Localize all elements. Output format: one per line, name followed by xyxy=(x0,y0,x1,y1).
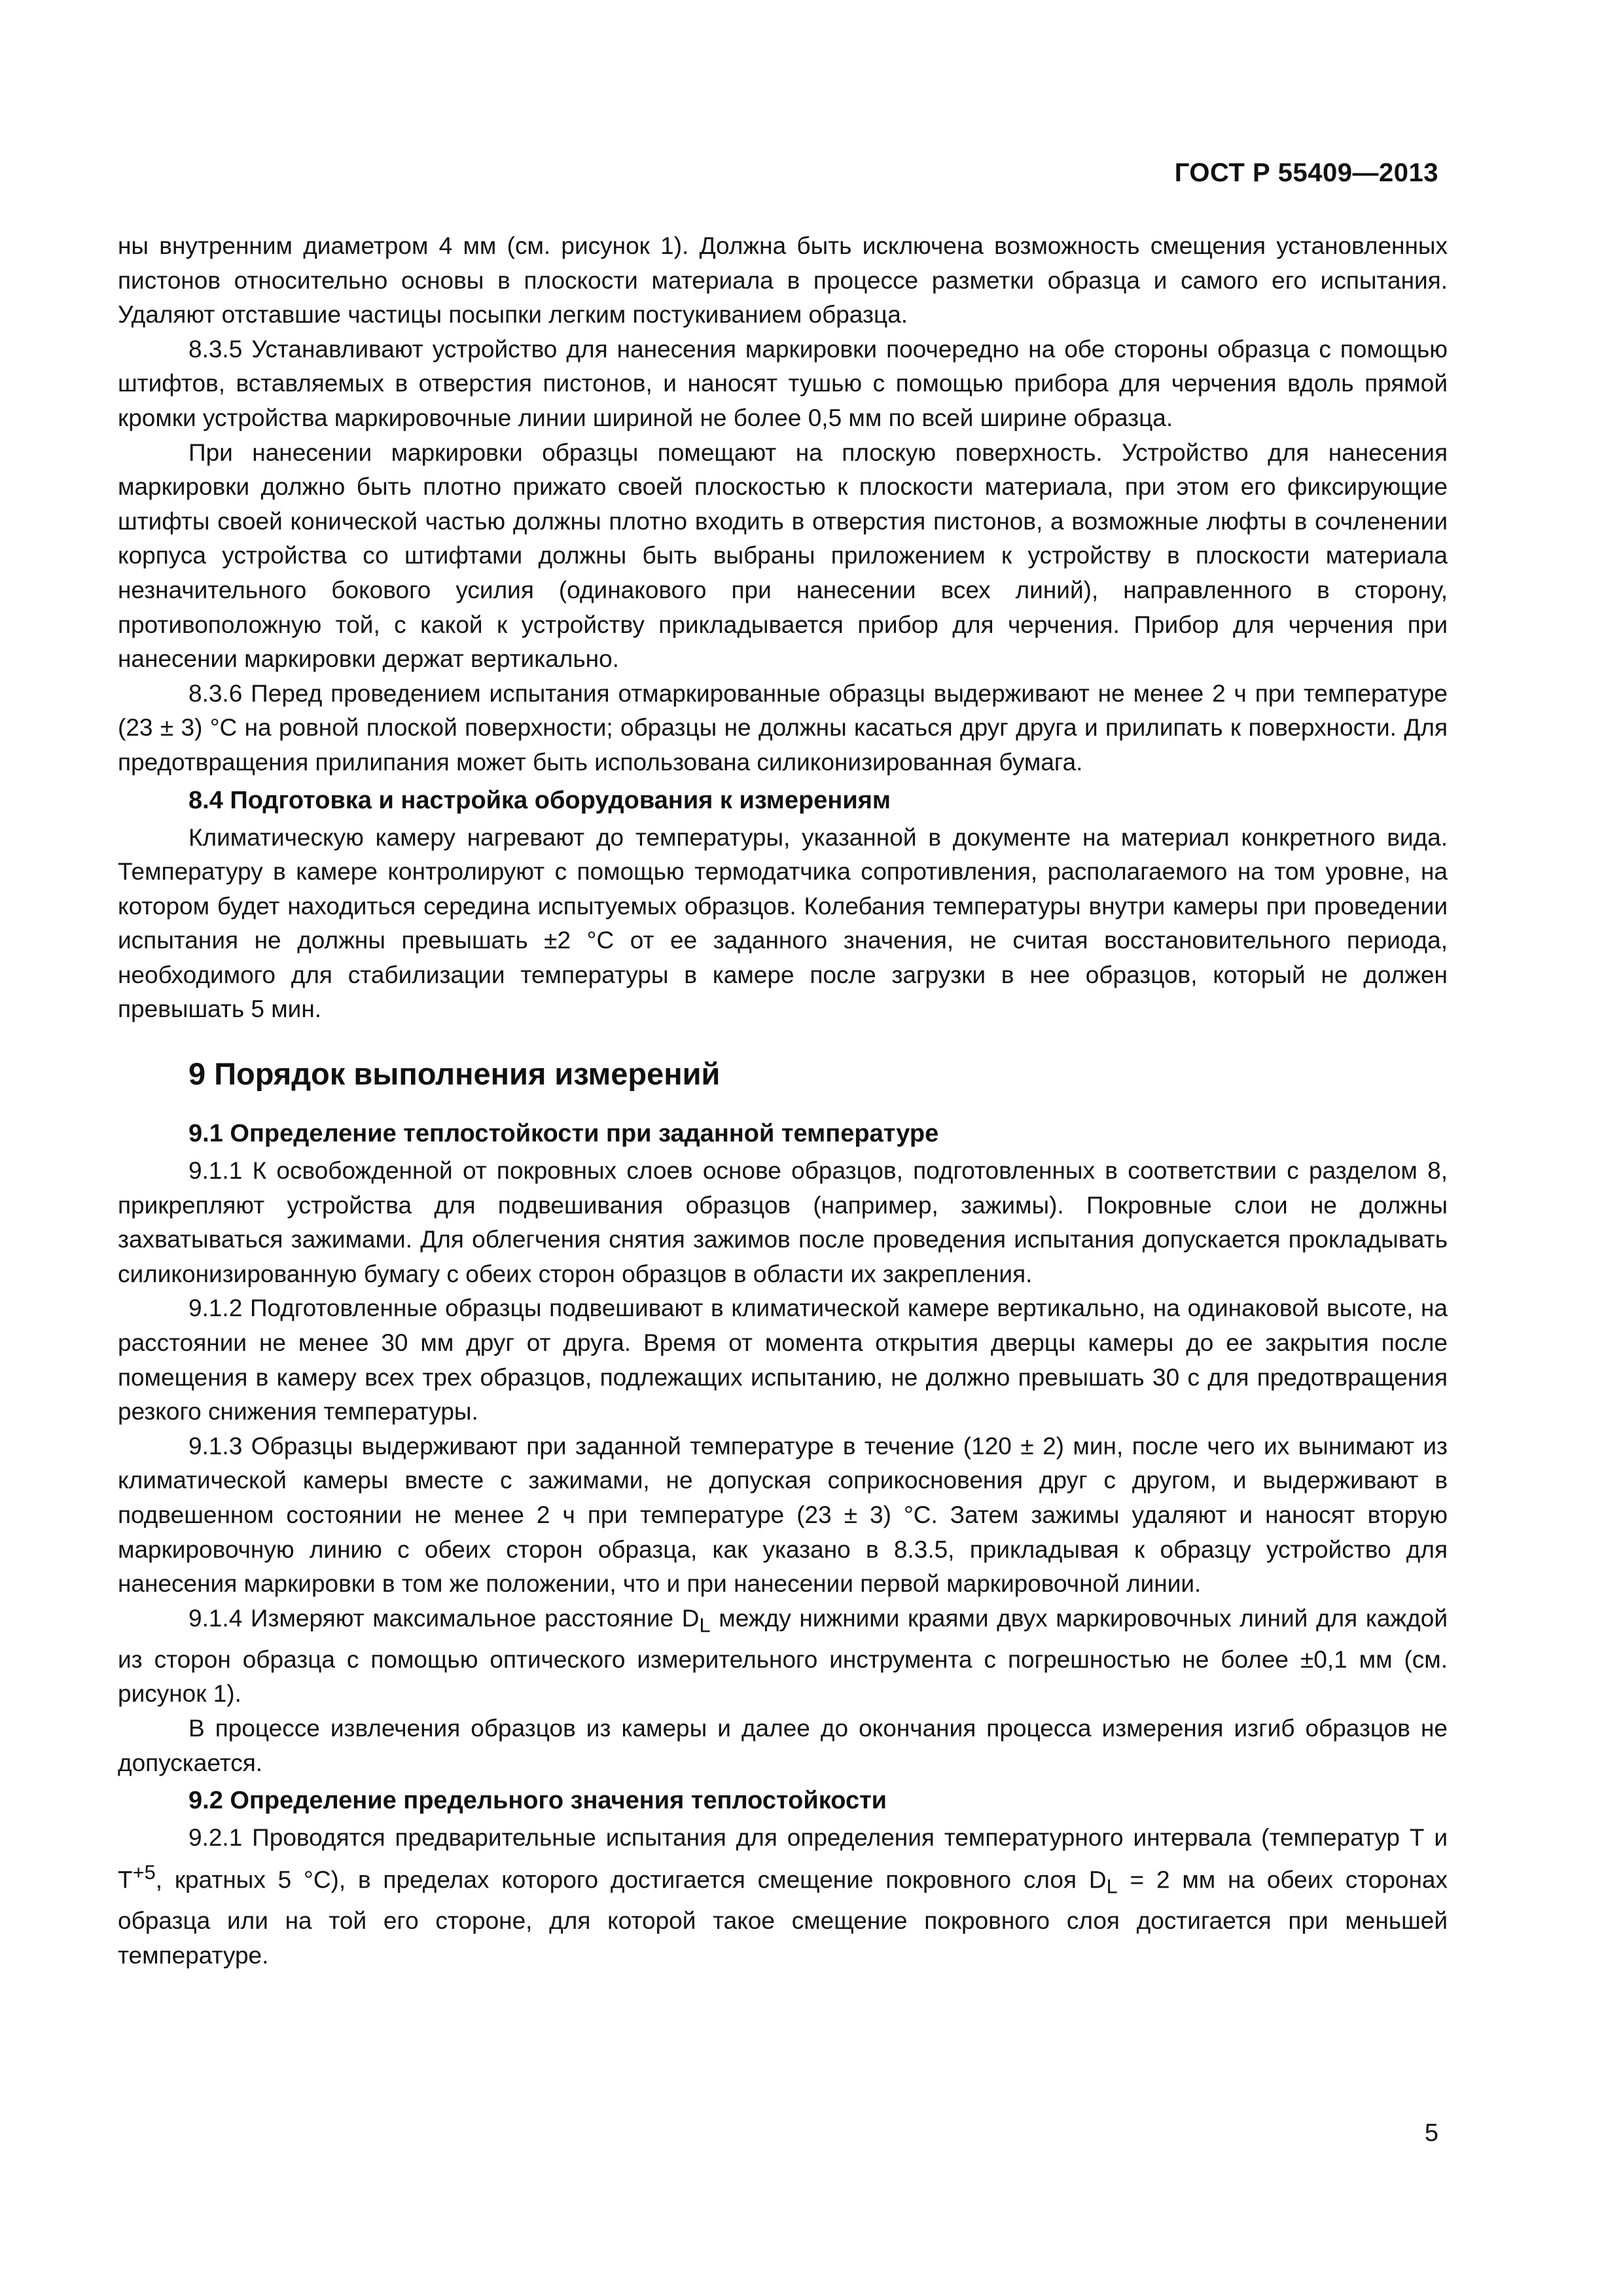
paragraph: 9.2.1 Проводятся предварительные испытания для определения температурного интервала (температур Т и $Т^{+5}$, кратных 5 °С), в пределах которого достигается смещение покровного слоя $D_L = 2$ мм на обеих сторонах образца или на той его стороне, для которой такое смещение покровного слоя достигается при меньшей температуре. xyxy=(118,1824,1448,1969)
paragraph: 8.3.6 Перед проведением испытания отмаркированные образцы выдерживают не менее 2 ч при температуре (23 ± 3) °С на ровной плоской поверхности; образцы не должны касаться друг друга и прилипать к поверхности. Для предотвращения прилипания может быть использована силиконизированная бумага. xyxy=(118,679,1448,776)
document-body xyxy=(118,229,1448,1973)
document-header: ГОСТ Р 55409—2013 xyxy=(1174,158,1438,187)
subsection-heading: 9.1 Определение теплостойкости при заданной температуре xyxy=(188,1120,939,1148)
paragraph: 9.1.1 К освобожденной от покровных слоев основе образцов, подготовленных в соответствии с разделом 8, прикрепляют устройства для подвешивания образцов (например, зажимы). Покровные слои не должны захватываться зажимами. Для облегчения снятия зажимов после проведения испытания допускается прокладывать силиконизированную бумагу с обеих сторон образцов в области их закрепления. xyxy=(118,1157,1448,1287)
paragraph: 9.1.4 Измеряют максимальное расстояние $D_L$ между нижними краями двух маркировочных линий для каждой из сторон образца с помощью оптического измерительного инструмента с погрешностью не более ±0,1 мм (см. рисунок 1). xyxy=(118,1604,1448,1708)
subsection-heading: 9.2 Определение предельного значения теплостойкости xyxy=(188,1787,887,1815)
paragraph: ны внутренним диаметром 4 мм (см. рисунок 1). Должна быть исключена возможность смещения установленных пистонов относительно основы в плоскости материала в процессе разметки образца и самого его испытания. Удаляют отставшие частицы посыпки легким постукиванием образца. xyxy=(118,232,1448,329)
page-number: 5 xyxy=(1424,2119,1438,2147)
paragraph: 9.1.2 Подготовленные образцы подвешивают в климатической камере вертикально, на одинаковой высоте, на расстоянии не менее 30 мм друг от друга. Время от момента открытия дверцы камеры до ее закрытия после помещения в камеру всех трех образцов, подлежащих испытанию, не должно превышать 30 с для предотвращения резкого снижения температуры. xyxy=(118,1295,1448,1426)
paragraph: 9.1.3 Образцы выдерживают при заданной температуре в течение (120 ± 2) мин, после чего их вынимают из климатической камеры вместе с зажимами, не допуская соприкосновения друг с другом, и выдерживают в подвешенном состоянии не менее 2 ч при температуре (23 ± 3) °С. Затем зажимы удаляют и наносят вторую маркировочную линию с обеих сторон образца, как указано в 8.3.5, прикладывая к образцу устройство для нанесения маркировки в том же положении, что и при нанесении первой маркировочной линии. xyxy=(118,1432,1448,1598)
paragraph: Климатическую камеру нагревают до температуры, указанной в документе на материал конкретного вида. Температуру в камере контролируют с помощью термодатчика сопротивления, располагаемого на том уровне, на котором будет находиться середина испытуемых образцов. Колебания температуры внутри камеры при проведении испытания не должны превышать ±2 °С от ее заданного значения, не считая восстановительного периода, необходимого для стабилизации температуры в камере после загрузки в нее образцов, который не должен превышать 5 мин. xyxy=(118,823,1448,1023)
paragraph: При нанесении маркировки образцы помещают на плоскую поверхность. Устройство для нанесения маркировки должно быть плотно прижато своей плоскостью к плоскости материала, при этом его фиксирующие штифты своей конической частью должны плотно входить в отверстия пистонов, а возможные люфты в сочленении корпуса устройства со штифтами должны быть выбраны приложением к устройству в плоскости материала незначительного бокового усилия (одинакового при нанесении всех линий), направленного в сторону, противоположную той, с какой к устройству прикладывается прибор для черчения. Прибор для черчения при нанесении маркировки держат вертикально. xyxy=(118,439,1448,673)
paragraph: В процессе извлечения образцов из камеры и далее до окончания процесса измерения изгиб образцов не допускается. xyxy=(118,1714,1448,1776)
subsection-heading: 8.4 Подготовка и настройка оборудования к измерениям xyxy=(188,786,891,814)
section-heading: 9 Порядок выполнения измерений xyxy=(188,1056,721,1092)
paragraph: 8.3.5 Устанавливают устройство для нанесения маркировки поочередно на обе стороны образца с помощью штифтов, вставляемых в отверстия пистонов, и наносят тушью с помощью прибора для черчения вдоль прямой кромки устройства маркировочные линии шириной не более 0,5 мм по всей ширине образца. xyxy=(118,335,1448,431)
